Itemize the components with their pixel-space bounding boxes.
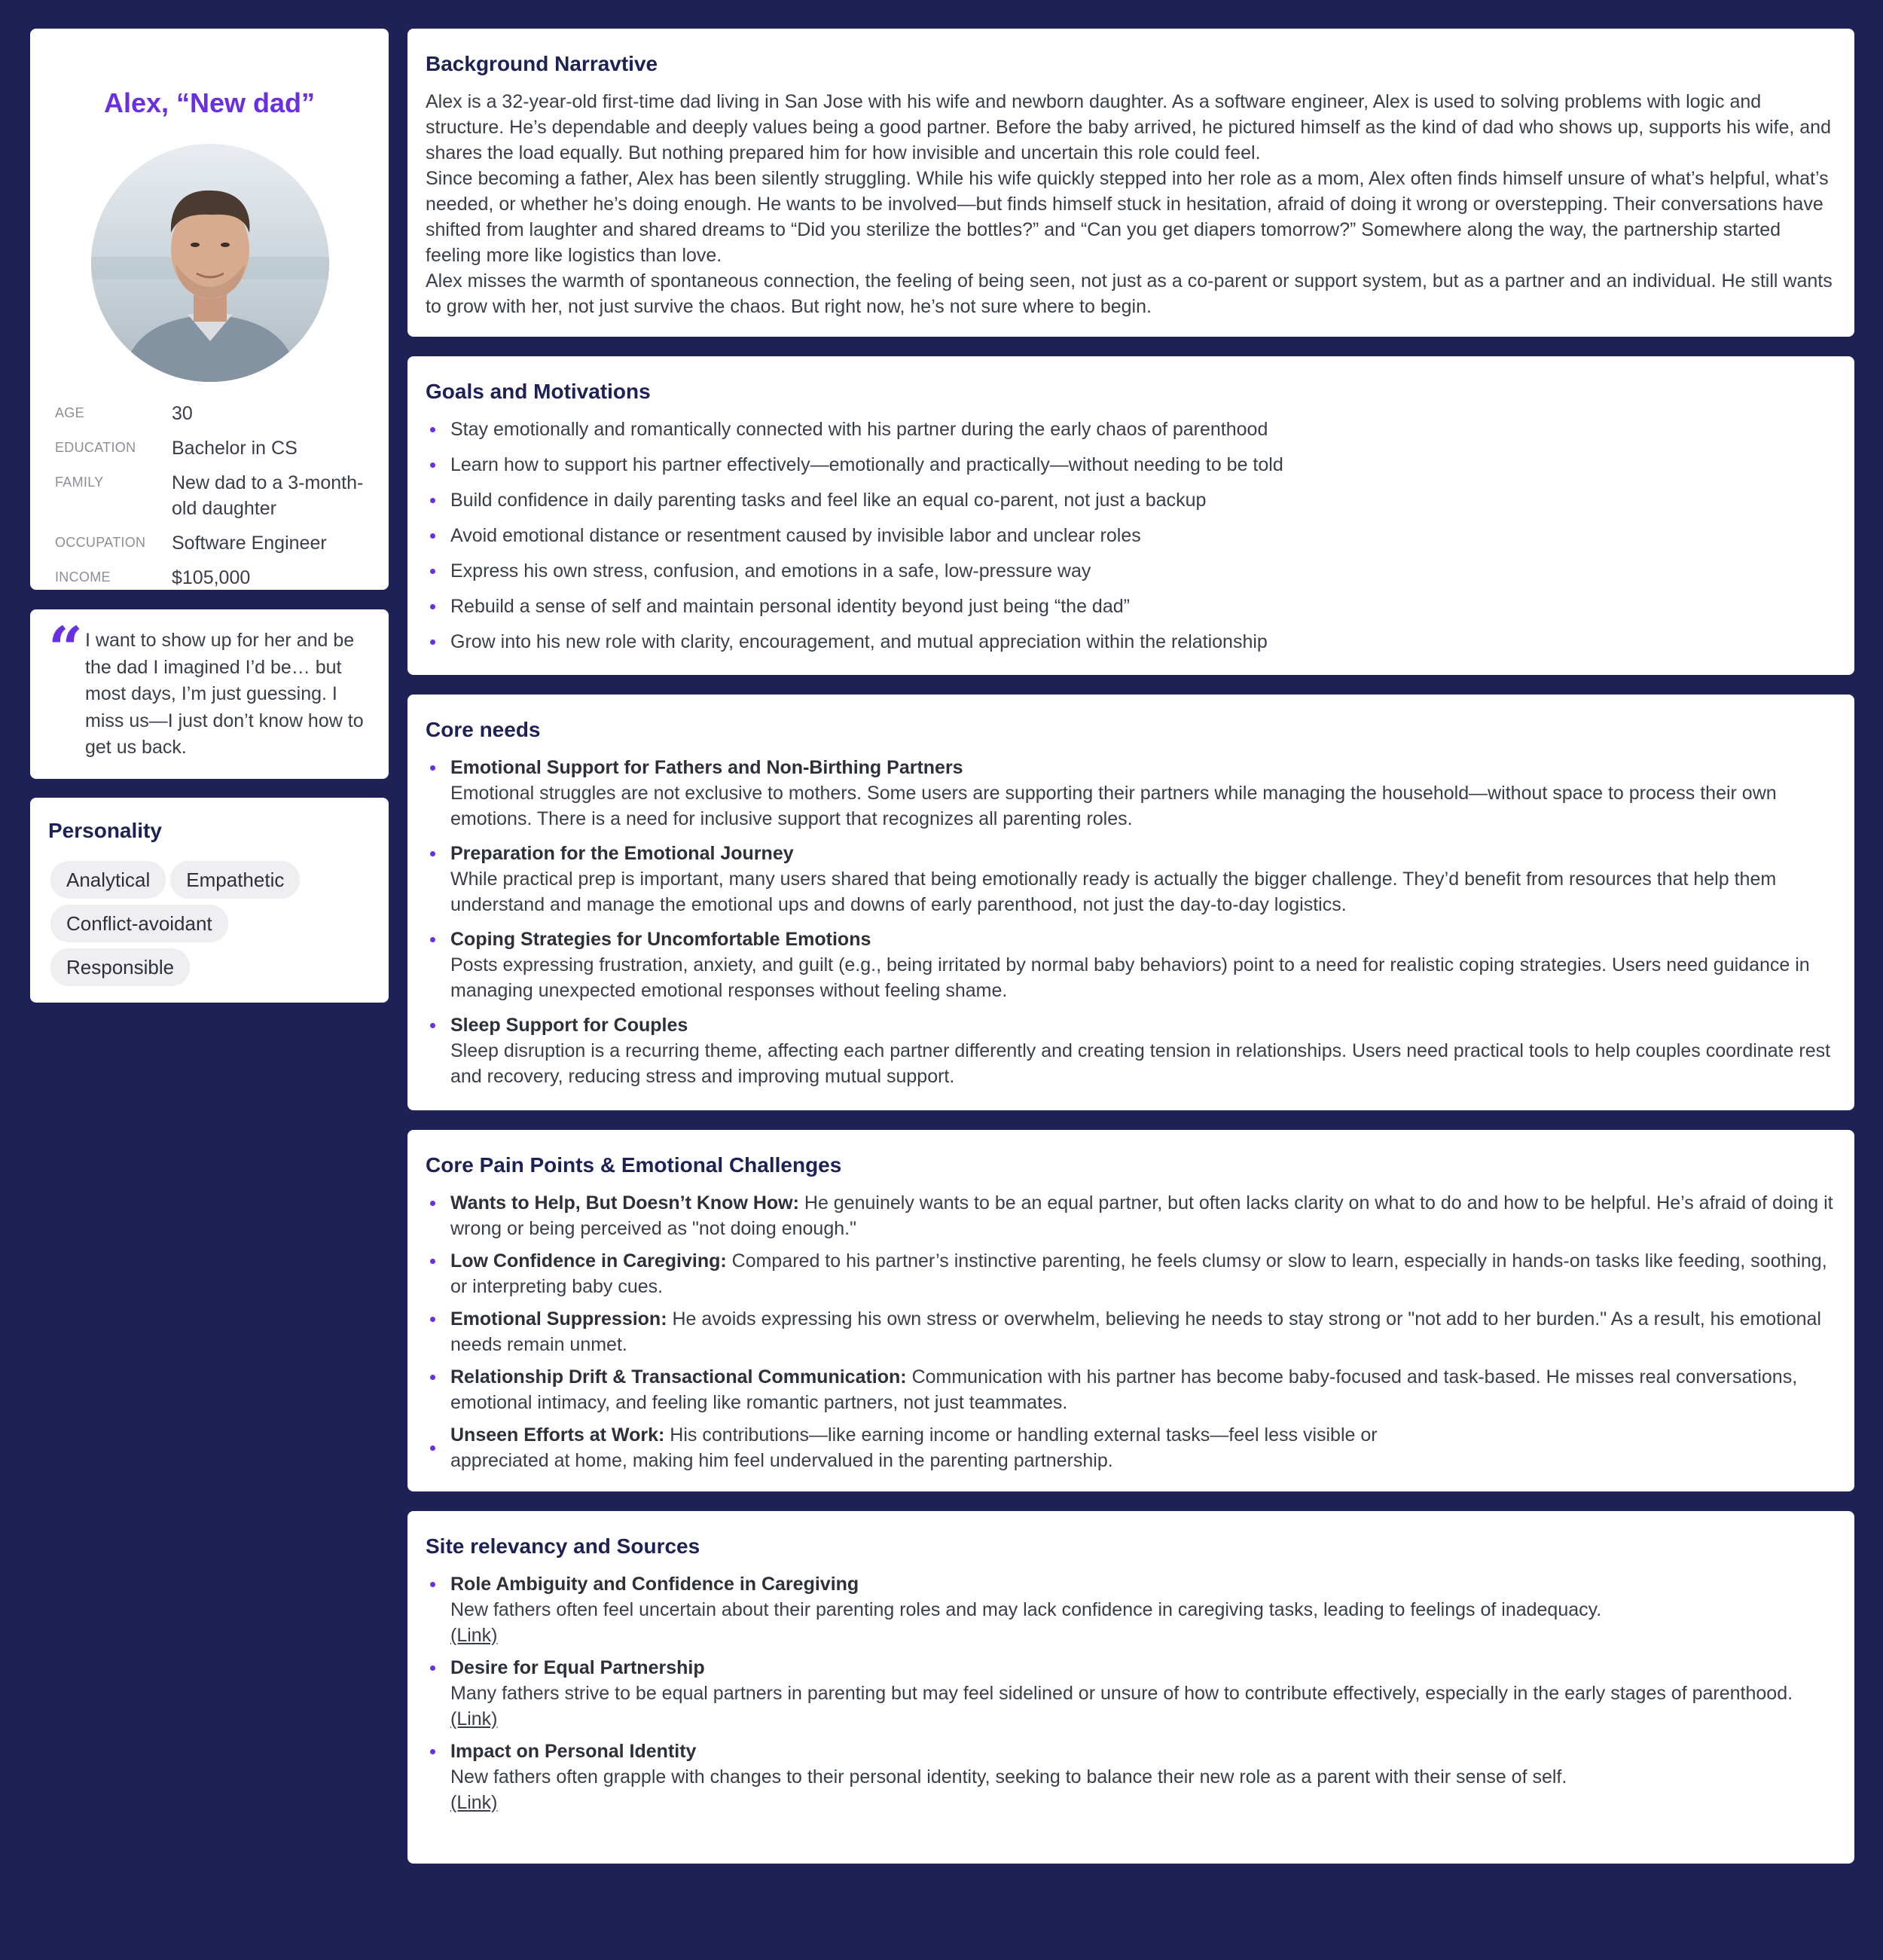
fact-label: AGE [55,405,84,420]
source-heading: Desire for Equal Partnership [450,1657,705,1678]
background-paragraph: Alex misses the warmth of spontaneous connection, the feeling of being seen, not just as a co-parent or support system, but as a partner and an individual. He still wants to grow with her, not just survive the chaos. But right now, he’s not sure where to begin. [426,270,1833,317]
fact-value: New dad to a 3-month-old daughter [172,472,364,519]
fact-age [55,401,371,426]
core-needs-section [407,695,1854,1110]
section-title: Background Narravtive [426,52,658,75]
source-body: Many fathers strive to be equal partners in parenting but may feel sidelined or unsure of how to contribute effectively, especially in the early stages of parenthood. [450,1683,1793,1704]
pain-list [426,1190,1836,1473]
source-link[interactable]: (Link) [450,1625,498,1646]
background-paragraph: Alex is a 32-year-old first-time dad living in San Jose with his wife and newborn daughter. As a software engineer, Alex is used to solving problems with logic and structure. He’s dependable and deeply values being a good partner. Before the baby arrived, he pictured himself as the kind of dad who shows up, supports his wife, and shares the load equally. But nothing prepared him for how invisible and uncertain this role could feel. [426,91,1831,163]
pain-heading: Wants to Help, But Doesn’t Know How: [450,1192,799,1214]
pain-item [426,1364,1836,1415]
goal-item: Rebuild a sense of self and maintain personal identity beyond just being “the dad” [426,594,1836,619]
pain-item [426,1422,1836,1473]
pain-body: His contributions—like earning income or handling external tasks—feel less visible or [664,1424,1378,1446]
need-heading: Coping Strategies for Uncomfortable Emotions [450,929,871,950]
pain-body: He avoids expressing his own stress or overwhelm, believing he needs to stay strong or "not add to her burden." As a result, his emotional needs remain unmet. [450,1308,1821,1355]
pain-heading: Low Confidence in Caregiving: [450,1250,727,1272]
goal-item: Learn how to support his partner effectively—emotionally and practically—without needing to be told [426,452,1836,478]
source-body: New fathers often grapple with changes to their personal identity, seeking to balance their new role as a parent with their sense of self. [450,1766,1567,1788]
pain-heading: Emotional Suppression: [450,1308,667,1330]
trait-chip: Conflict-avoidant [50,905,228,942]
need-item [426,755,1836,832]
fact-occupation [55,530,371,556]
fact-label: EDUCATION [55,440,136,455]
avatar-photo [91,144,329,382]
goal-item: Express his own stress, confusion, and emotions in a safe, low-pressure way [426,558,1836,584]
quote-text: I want to show up for her and be the dad I imagined I’d be… but most days, I’m just guessing. I miss us—I just don’t know how to get us back. [85,630,364,758]
need-body: Emotional struggles are not exclusive to mothers. Some users are supporting their partners while managing the household—without space to process their own emotions. There is a need for inclusive support that recognizes all parenting roles. [450,783,1777,829]
source-link[interactable]: (Link) [450,1708,498,1730]
goals-list [426,417,1836,655]
fact-education [55,435,371,461]
goal-item: Grow into his new role with clarity, encouragement, and mutual appreciation within the relationship [426,629,1836,655]
fact-income [55,565,371,591]
need-heading: Emotional Support for Fathers and Non-Birthing Partners [450,757,963,778]
need-body: Sleep disruption is a recurring theme, affecting each partner differently and creating tension in relationships. Users need practical tools to help couples coordinate rest and recovery, reducing stress and improving mutual support. [450,1040,1831,1087]
profile-card [30,29,389,590]
background-section [407,29,1854,337]
source-item [426,1571,1836,1648]
fact-value: Bachelor in CS [172,438,298,459]
source-item [426,1655,1836,1732]
personality-card [30,798,389,1003]
need-item [426,841,1836,917]
source-heading: Impact on Personal Identity [450,1741,697,1762]
goal-item: Avoid emotional distance or resentment caused by invisible labor and unclear roles [426,523,1836,548]
needs-list [426,755,1836,1089]
section-title: Core needs [426,718,541,741]
goal-item: Stay emotionally and romantically connected with his partner during the early chaos of parenthood [426,417,1836,442]
source-item [426,1739,1836,1815]
source-body: New fathers often feel uncertain about their parenting roles and may lack confidence in caregiving tasks, leading to feelings of inadequacy. [450,1599,1602,1620]
sources-list [426,1571,1836,1815]
quote-card [30,609,389,779]
need-body: Posts expressing frustration, anxiety, and guilt (e.g., being irritated by normal baby behaviors) point to a need for realistic coping strategies. Users need guidance in managing unexpected emotional responses without feeling shame. [450,954,1810,1001]
fact-label: FAMILY [55,475,104,490]
personality-title: Personality [48,819,162,842]
trait-chip: Empathetic [170,861,300,899]
pain-item [426,1190,1836,1241]
pain-heading: Relationship Drift & Transactional Communication: [450,1366,907,1388]
need-body: While practical prep is important, many users shared that being emotionally ready is actually the bigger challenge. They’d benefit from resources that help them understand and manage the emotional ups and downs of early parenthood, not just the day-to-day logistics. [450,869,1777,915]
goal-item: Build confidence in daily parenting tasks and feel like an equal co-parent, not just a backup [426,487,1836,513]
pain-body: Communication with his partner has become baby-focused and task-based. He misses real conversations, emotional intimacy, and feeling like romantic partners, not just teammates. [450,1366,1798,1413]
persona-name: Alex, “New dad” [103,87,316,118]
section-title: Core Pain Points & Emotional Challenges [426,1153,842,1177]
section-title: Goals and Motivations [426,380,651,403]
pain-item [426,1248,1836,1299]
pain-item [426,1306,1836,1357]
fact-label: INCOME [55,569,111,585]
sources-section [407,1511,1854,1864]
source-link[interactable]: (Link) [450,1792,498,1813]
fact-value: 30 [172,403,193,424]
need-item [426,927,1836,1003]
background-paragraph: Since becoming a father, Alex has been silently struggling. While his wife quickly stepped into her role as a mom, Alex often finds himself unsure of what’s helpful, what’s needed, or whether he’s doing enough. He wants to be involved—but finds himself stuck in hesitation, afraid of doing it wrong or overstepping. Their conversations have shifted from laughter and shared dreams to “Did you sterilize the bottles?” and “Can you get diapers tomorrow?” Somewhere along the way, the partnership started feeling more like logistics than love. [426,168,1829,266]
fact-value: Software Engineer [172,533,327,554]
source-heading: Role Ambiguity and Confidence in Caregiving [450,1574,859,1595]
fact-family [55,470,371,521]
pain-body: He genuinely wants to be an equal partner, but often lacks clarity on what to do and how to be helpful. He’s afraid of doing it wrong or being perceived as "not doing enough." [450,1192,1833,1239]
pain-body-continued: appreciated at home, making him feel undervalued in the parenting partnership. [450,1450,1113,1471]
pain-body: Compared to his partner’s instinctive parenting, he feels clumsy or slow to learn, especially in hands-on tasks like feeding, soothing, or interpreting baby cues. [450,1250,1827,1297]
goals-section [407,356,1854,675]
trait-chip: Analytical [50,861,166,899]
pain-heading: Unseen Efforts at Work: [450,1424,665,1446]
fact-value: $105,000 [172,567,251,588]
trait-chip: Responsible [50,948,190,986]
avatar [91,144,329,382]
quote-icon: “ [48,613,84,684]
trait-chips [50,861,374,992]
facts-list [55,401,371,600]
section-title: Site relevancy and Sources [426,1534,700,1558]
need-item [426,1012,1836,1089]
fact-label: OCCUPATION [55,535,146,550]
need-heading: Preparation for the Emotional Journey [450,843,794,864]
need-heading: Sleep Support for Couples [450,1015,688,1036]
pain-points-section [407,1130,1854,1491]
